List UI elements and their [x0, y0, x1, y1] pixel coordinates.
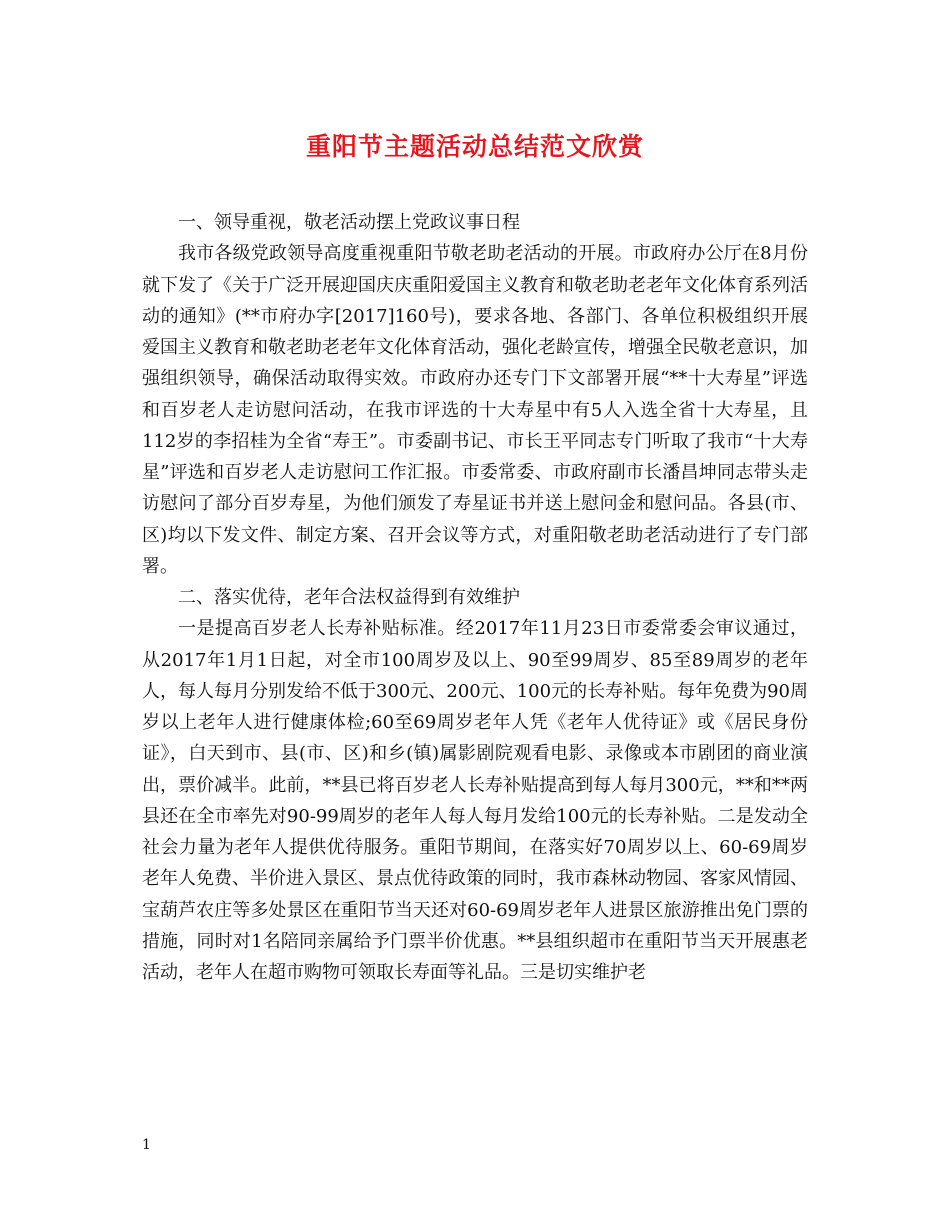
paragraph-2: 一是提高百岁老人长寿补贴标准。经2017年11月23日市委常委会审议通过，从2017年1月1日起，对全市100周岁及以上、90至99周岁、85至89周岁的老年人，每人每月分别发给不低于300元、200元、100元的长寿补贴。每年免费为90周岁以上老年人进行健康体检;60至69周岁老年人凭《老年人优待证》或《居民身份证》，白天到市、县(市、区)和乡(镇)属影剧院观看电影、录像或本市剧团的商业演出，票价减半。此前，**县已将百岁老人长寿补贴提高到每人每月300元，**和**两县还在全市率先对90-99周岁的老年人每人每月发给100元的长寿补贴。二是发动全社会力量为老年人提供优待服务。重阳节期间，在落实好70周岁以上、60-69周岁老年人免费、半价进入景区、景点优待政策的同时，我市森林动物园、客家风情园、宝葫芦农庄等多处景区在重阳节当天还对60-69周岁老年人进景区旅游推出免门票的措施，同时对1名陪同亲属给予门票半价优惠。**县组织超市在重阳节当天开展惠老活动，老年人在超市购物可领取长寿面等礼品。三是切实维护老 [142, 618, 808, 983]
section-heading-1: 一、领导重视，敬老活动摆上党政议事日程 [178, 212, 520, 233]
section-heading-2: 二、落实优待，老年合法权益得到有效维护 [178, 587, 520, 608]
document-body [142, 207, 808, 988]
paragraph-1: 我市各级党政领导高度重视重阳节敬老助老活动的开展。市政府办公厅在8月份就下发了《关于广泛开展迎国庆庆重阳爱国主义教育和敬老助老老年文化体育系列活动的通知》(**市府办字[2017]160号)，要求各地、各部门、各单位积极组织开展爱国主义教育和敬老助老老年文化体育活动，强化老龄宣传，增强全民敬老意识，加强组织领导，确保活动取得实效。市政府办还专门下文部署开展“**十大寿星”评选和百岁老人走访慰问活动，在我市评选的十大寿星中有5人入选全省十大寿星，且112岁的李招桂为全省“寿王”。市委副书记、市长王平同志专门听取了我市“十大寿星”评选和百岁老人走访慰问工作汇报。市委常委、市政府副市长潘昌坤同志带头走访慰问了部分百岁寿星，为他们颁发了寿星证书并送上慰问金和慰问品。各县(市、区)均以下发文件、制定方案、召开会议等方式，对重阳敬老助老活动进行了专门部署。 [142, 243, 808, 577]
page-number: 1 [142, 1137, 151, 1153]
page-title: 重阳节主题活动总结范文欣赏 [305, 132, 644, 161]
